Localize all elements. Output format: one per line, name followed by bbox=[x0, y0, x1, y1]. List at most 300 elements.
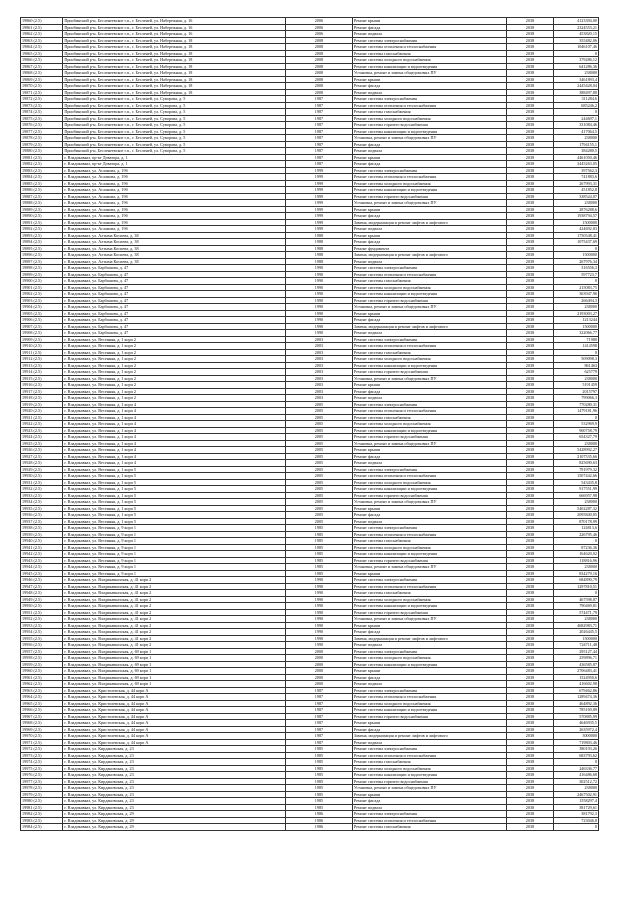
work-type-cell: Ремонт подвала bbox=[352, 148, 506, 155]
build-year-cell: 1990 bbox=[286, 297, 353, 304]
plan-year-cell: 2038 bbox=[506, 278, 554, 285]
cost-cell: 0 bbox=[554, 414, 599, 421]
row-id-cell: 19913 (2.5) bbox=[21, 362, 63, 369]
build-year-cell: 1988 bbox=[286, 232, 353, 239]
plan-year-cell: 2038 bbox=[506, 336, 554, 343]
address-cell: г. Владикавказ, ул. Алтыма Косиева, д. 38 bbox=[63, 239, 286, 246]
work-type-cell: Ремонт фасада bbox=[352, 726, 506, 733]
work-type-cell: Ремонт системы отопления и теплоснабжения bbox=[352, 694, 506, 701]
build-year-cell: 1987 bbox=[286, 694, 353, 701]
row-id-cell: 19860 (2.5) bbox=[21, 18, 63, 25]
row-id-cell: 19910 (2.5) bbox=[21, 343, 63, 350]
build-year-cell: 2005 bbox=[286, 414, 353, 421]
cost-cell: 1794155,1 bbox=[554, 141, 599, 148]
plan-year-cell: 2038 bbox=[506, 603, 554, 610]
cost-cell: 118816,96 bbox=[554, 557, 599, 564]
address-cell: г. Владикавказ, ул. Барбашова, д. 47 bbox=[63, 323, 286, 330]
cost-cell: 724711,48 bbox=[554, 642, 599, 649]
address-cell: г. Владикавказ, ул. Весенняя, д. 1 корп 5 bbox=[63, 512, 286, 519]
work-type-cell: Ремонт системы горячего водоснабжения bbox=[352, 713, 506, 720]
cost-cell: 3445263,05 bbox=[554, 161, 599, 168]
cost-cell: 424692,83 bbox=[554, 226, 599, 233]
work-type-cell: Ремонт крыши bbox=[352, 720, 506, 727]
work-type-cell: Ремонт системы электроснабжения bbox=[352, 265, 506, 272]
work-type-cell: Ремонт крыши bbox=[352, 382, 506, 389]
plan-year-cell: 2038 bbox=[506, 245, 554, 252]
build-year-cell: 1985 bbox=[286, 778, 353, 785]
build-year-cell: 2003 bbox=[286, 362, 353, 369]
plan-year-cell: 2038 bbox=[506, 57, 554, 64]
work-type-cell: Установка, ремонт и замена общедомовых ПУ bbox=[352, 785, 506, 792]
plan-year-cell: 2038 bbox=[506, 499, 554, 506]
build-year-cell: 2008 bbox=[286, 37, 353, 44]
work-type-cell: Ремонт крыши bbox=[352, 791, 506, 798]
work-type-cell: Ремонт системы электроснабжения bbox=[352, 746, 506, 753]
row-id-cell: 19970 (2.5) bbox=[21, 733, 63, 740]
cost-cell: 164620,02 bbox=[554, 551, 599, 558]
plan-year-cell: 2038 bbox=[506, 213, 554, 220]
address-cell: г. Владикавказ, ул. Весенняя, д. 1 корп 5 bbox=[63, 492, 286, 499]
build-year-cell: 2005 bbox=[286, 505, 353, 512]
build-year-cell: 2006 bbox=[286, 24, 353, 31]
cost-cell: 0 bbox=[554, 590, 599, 597]
work-type-cell: Ремонт подвала bbox=[352, 330, 506, 337]
work-type-cell: Ремонт подвала bbox=[352, 739, 506, 746]
plan-year-cell: 2038 bbox=[506, 265, 554, 272]
work-type-cell: Ремонт системы холодного водоснабжения bbox=[352, 284, 506, 291]
build-year-cell: 1985 bbox=[286, 570, 353, 577]
address-cell: г. Владикавказ, ул. Кирдановская, д. 29 bbox=[63, 811, 286, 818]
row-id-cell: 19867 (2.5) bbox=[21, 63, 63, 70]
address-cell: г. Владикавказ, ул. Весенняя, д. 1 корп 5 bbox=[63, 473, 286, 480]
plan-year-cell: 2038 bbox=[506, 622, 554, 629]
plan-year-cell: 2038 bbox=[506, 161, 554, 168]
address-cell: г. Владикавказ, ул. Алтыма Косиева, д. 38 bbox=[63, 245, 286, 252]
plan-year-cell: 2038 bbox=[506, 427, 554, 434]
work-type-cell: Ремонт системы холодного водоснабжения bbox=[352, 700, 506, 707]
address-cell: г. Владикавказ, ул. Весенняя, д. 1 корп 2 bbox=[63, 382, 286, 389]
row-id-cell: 19863 (2.5) bbox=[21, 37, 63, 44]
address-cell: г. Владикавказ, ул. Алтыма Косиева, д. 38 bbox=[63, 258, 286, 265]
build-year-cell: 2000 bbox=[286, 661, 353, 668]
address-cell: г. Владикавказ, ул. Весенняя, д. 1 корп 2 bbox=[63, 388, 286, 395]
row-id-cell: 19901 (2.5) bbox=[21, 284, 63, 291]
work-type-cell: Ремонт системы газоснабжения bbox=[352, 278, 506, 285]
work-type-cell: Ремонт системы отопления и теплоснабжения bbox=[352, 583, 506, 590]
work-type-cell: Замена, модернизация и ремонт лифтов и лифтового bbox=[352, 635, 506, 642]
build-year-cell: 1990 bbox=[286, 317, 353, 324]
plan-year-cell: 2038 bbox=[506, 759, 554, 766]
address-cell: г. Владикавказ, ул. Весенняя, д. 1 корп 4 bbox=[63, 414, 286, 421]
work-type-cell: Ремонт системы холодного водоснабжения bbox=[352, 765, 506, 772]
address-cell: г. Владикавказ, ул. Кирдановская, д. 29 bbox=[63, 817, 286, 824]
row-id-cell: 19984 (2.5) bbox=[21, 824, 63, 831]
build-year-cell: 2005 bbox=[286, 453, 353, 460]
row-id-cell: 19962 (2.5) bbox=[21, 681, 63, 688]
address-cell: г. Владикавказ, ул. Владикавказская, д. 41 корп 2 bbox=[63, 609, 286, 616]
plan-year-cell: 2038 bbox=[506, 148, 554, 155]
address-cell: г. Владикавказ, ул. Кристолевская, д. 44 корп А bbox=[63, 694, 286, 701]
build-year-cell: 2006 bbox=[286, 18, 353, 25]
work-type-cell: Ремонт фасада bbox=[352, 388, 506, 395]
row-id-cell: 19940 (2.5) bbox=[21, 538, 63, 545]
row-id-cell: 19893 (2.5) bbox=[21, 232, 63, 239]
work-type-cell: Установка, ремонт и замена общедомовых ПУ bbox=[352, 616, 506, 623]
address-cell: г. Владикавказ, ул. Владикавказская, д. 41 корп 2 bbox=[63, 629, 286, 636]
address-cell: г. Владикавказ, ул. Весенняя, д. 1 корп 5 bbox=[63, 466, 286, 473]
build-year-cell: 2005 bbox=[286, 427, 353, 434]
address-cell: г. Владикавказ, ул. Весенняя, д. 1 корп 5 bbox=[63, 499, 286, 506]
address-cell: Приобинский р-н, Бесленеевское г.п., г. Бесленей, ул. Набережная, д. 18 bbox=[63, 50, 286, 57]
work-type-cell: Ремонт подвала bbox=[352, 642, 506, 649]
row-id-cell: 19938 (2.5) bbox=[21, 525, 63, 532]
cost-cell: 679462,86 bbox=[554, 687, 599, 694]
work-type-cell: Ремонт подвала bbox=[352, 804, 506, 811]
build-year-cell: 1985 bbox=[286, 531, 353, 538]
work-type-cell: Ремонт системы электроснабжения bbox=[352, 687, 506, 694]
address-cell: г. Владикавказ, ул. Владикавказская, д. 69 корп 1 bbox=[63, 674, 286, 681]
plan-year-cell: 2038 bbox=[506, 141, 554, 148]
address-cell: г. Владикавказ, ул. Кристолевская, д. 44 корп А bbox=[63, 720, 286, 727]
work-type-cell: Ремонт системы газоснабжения bbox=[352, 824, 506, 831]
cost-cell: 0 bbox=[554, 50, 599, 57]
cost-cell: 532969,9 bbox=[554, 421, 599, 428]
plan-year-cell: 2038 bbox=[506, 63, 554, 70]
row-id-cell: 19958 (2.5) bbox=[21, 655, 63, 662]
address-cell: г. Владикавказ, ул. Кирдановская, д. 29 bbox=[63, 824, 286, 831]
address-cell: г. Владикавказ, ул. Весенняя, д. 9 корп 1 bbox=[63, 525, 286, 532]
build-year-cell: 1990 bbox=[286, 278, 353, 285]
plan-year-cell: 2038 bbox=[506, 635, 554, 642]
work-type-cell: Ремонт системы горячего водоснабжения bbox=[352, 369, 506, 376]
build-year-cell: 2008 bbox=[286, 44, 353, 51]
cost-cell: 870178,99 bbox=[554, 518, 599, 525]
address-cell: г. Владикавказ, ул. Асланова, д. 19б bbox=[63, 219, 286, 226]
cost-cell: 215083,75 bbox=[554, 284, 599, 291]
cost-cell: 825690,63 bbox=[554, 460, 599, 467]
plan-year-cell: 2038 bbox=[506, 694, 554, 701]
row-id-cell: 19896 (2.5) bbox=[21, 252, 63, 259]
address-cell: г. Владикавказ, ул. Весенняя, д. 9 корп 1 bbox=[63, 531, 286, 538]
plan-year-cell: 2038 bbox=[506, 668, 554, 675]
build-year-cell: 2005 bbox=[286, 460, 353, 467]
plan-year-cell: 2038 bbox=[506, 486, 554, 493]
row-id-cell: 19976 (2.5) bbox=[21, 772, 63, 779]
work-type-cell: Ремонт фундамента bbox=[352, 245, 506, 252]
row-id-cell: 19914 (2.5) bbox=[21, 369, 63, 376]
cost-cell: 331084,46 bbox=[554, 122, 599, 129]
address-cell: г. Владикавказ, ул. Асланова, д. 19б bbox=[63, 180, 286, 187]
cost-cell: 316556,3 bbox=[554, 265, 599, 272]
work-type-cell: Ремонт крыши bbox=[352, 505, 506, 512]
row-id-cell: 19866 (2.5) bbox=[21, 57, 63, 64]
cost-cell: 5402287,32 bbox=[554, 505, 599, 512]
row-id-cell: 19953 (2.5) bbox=[21, 622, 63, 629]
address-cell: г. Владикавказ, ул. Весенняя, д. 1 корп 2 bbox=[63, 375, 286, 382]
build-year-cell: 1985 bbox=[286, 525, 353, 532]
cost-cell: 397562,3 bbox=[554, 167, 599, 174]
build-year-cell: 1985 bbox=[286, 804, 353, 811]
plan-year-cell: 2038 bbox=[506, 232, 554, 239]
row-id-cell: 19983 (2.5) bbox=[21, 817, 63, 824]
row-id-cell: 19931 (2.5) bbox=[21, 479, 63, 486]
cost-cell: 834279,16 bbox=[554, 570, 599, 577]
build-year-cell: 1985 bbox=[286, 746, 353, 753]
plan-year-cell: 2038 bbox=[506, 648, 554, 655]
cost-cell: 683793,62 bbox=[554, 752, 599, 759]
row-id-cell: 19973 (2.5) bbox=[21, 752, 63, 759]
plan-year-cell: 2038 bbox=[506, 583, 554, 590]
build-year-cell: 1990 bbox=[286, 596, 353, 603]
cost-cell: 770280,31 bbox=[554, 401, 599, 408]
build-year-cell: 1986 bbox=[286, 811, 353, 818]
build-year-cell: 1990 bbox=[286, 603, 353, 610]
address-cell: г. Владикавказ, пр-кт Доватора, д. 1 bbox=[63, 161, 286, 168]
build-year-cell: 2005 bbox=[286, 518, 353, 525]
row-id-cell: 19966 (2.5) bbox=[21, 707, 63, 714]
plan-year-cell: 2038 bbox=[506, 557, 554, 564]
work-type-cell: Ремонт системы канализации и водоотведения bbox=[352, 707, 506, 714]
address-cell: г. Владикавказ, ул. Владикавказская, д. 41 корп 2 bbox=[63, 596, 286, 603]
address-cell: Приобинский р-н, Бесленеевское г.п., г. Бесленей, ул. Набережная, д. 18 bbox=[63, 63, 286, 70]
row-id-cell: 19964 (2.5) bbox=[21, 694, 63, 701]
address-cell: г. Владикавказ, ул. Асланова, д. 19б bbox=[63, 187, 286, 194]
cost-cell: 684890,79 bbox=[554, 577, 599, 584]
address-cell: г. Владикавказ, ул. Владикавказская, д. 41 корп 2 bbox=[63, 642, 286, 649]
address-cell: г. Владикавказ, ул. Барбашова, д. 47 bbox=[63, 304, 286, 311]
address-cell: г. Владикавказ, ул. Весенняя, д. 1 корп 2 bbox=[63, 336, 286, 343]
plan-year-cell: 2038 bbox=[506, 187, 554, 194]
address-cell: Приобинский р-н, Бесленеевское г.п., г. Бесленей, ул. Набережная, д. 18 bbox=[63, 83, 286, 90]
cost-cell: 436585,87 bbox=[554, 661, 599, 668]
build-year-cell: 1990 bbox=[286, 622, 353, 629]
plan-year-cell: 2038 bbox=[506, 772, 554, 779]
plan-year-cell: 2038 bbox=[506, 395, 554, 402]
row-id-cell: 19945 (2.5) bbox=[21, 570, 63, 577]
row-id-cell: 19930 (2.5) bbox=[21, 473, 63, 480]
work-type-cell: Ремонт системы отопления и теплоснабжения bbox=[352, 174, 506, 181]
build-year-cell: 1999 bbox=[286, 200, 353, 207]
row-id-cell: 19909 (2.5) bbox=[21, 336, 63, 343]
work-type-cell: Ремонт системы канализации и водоотведения bbox=[352, 427, 506, 434]
row-id-cell: 19898 (2.5) bbox=[21, 265, 63, 272]
build-year-cell: 1987 bbox=[286, 713, 353, 720]
row-id-cell: 19908 (2.5) bbox=[21, 330, 63, 337]
plan-year-cell: 2038 bbox=[506, 713, 554, 720]
plan-year-cell: 2038 bbox=[506, 564, 554, 571]
row-id-cell: 19946 (2.5) bbox=[21, 577, 63, 584]
build-year-cell: 1999 bbox=[286, 180, 353, 187]
cost-cell: 0 bbox=[554, 538, 599, 545]
cost-cell: 381792,3 bbox=[554, 811, 599, 818]
work-type-cell: Ремонт системы горячего водоснабжения bbox=[352, 778, 506, 785]
row-id-cell: 19907 (2.5) bbox=[21, 323, 63, 330]
work-type-cell: Замена, модернизация и ремонт лифтов и лифтового bbox=[352, 219, 506, 226]
address-cell: г. Владикавказ, ул. Весенняя, д. 1 корп 4 bbox=[63, 460, 286, 467]
plan-year-cell: 2038 bbox=[506, 102, 554, 109]
work-type-cell: Ремонт системы канализации и водоотведения bbox=[352, 362, 506, 369]
work-type-cell: Установка, ремонт и замена общедомовых ПУ bbox=[352, 375, 506, 382]
work-type-cell: Замена, модернизация и ремонт лифтов и лифтового bbox=[352, 252, 506, 259]
cost-cell: 741883,6 bbox=[554, 174, 599, 181]
plan-year-cell: 2038 bbox=[506, 700, 554, 707]
build-year-cell: 1990 bbox=[286, 284, 353, 291]
work-type-cell: Ремонт системы горячего водоснабжения bbox=[352, 492, 506, 499]
work-type-cell: Ремонт системы горячего водоснабжения bbox=[352, 297, 506, 304]
build-year-cell: 2003 bbox=[286, 382, 353, 389]
build-year-cell: 1990 bbox=[286, 616, 353, 623]
address-cell: г. Владикавказ, ул. Кирдановская, д. 23 bbox=[63, 759, 286, 766]
build-year-cell: 2000 bbox=[286, 674, 353, 681]
row-id-cell: 19937 (2.5) bbox=[21, 518, 63, 525]
cost-cell: 1479181,96 bbox=[554, 408, 599, 415]
plan-year-cell: 2038 bbox=[506, 765, 554, 772]
row-id-cell: 19944 (2.5) bbox=[21, 564, 63, 571]
address-cell: Приобинский р-н, Бесленеевское г.п., г. Бесленей, ул. Набережная, д. 18 bbox=[63, 57, 286, 64]
work-type-cell: Ремонт системы горячего водоснабжения bbox=[352, 557, 506, 564]
address-cell: г. Владикавказ, ул. Кирдановская, д. 23 bbox=[63, 746, 286, 753]
row-id-cell: 19954 (2.5) bbox=[21, 629, 63, 636]
address-cell: Приобинский р-н, Бесленеевское г.п., г. Бесленей, ул. Суворова, д. 5 bbox=[63, 96, 286, 103]
work-type-cell: Ремонт крыши bbox=[352, 622, 506, 629]
row-id-cell: 19939 (2.5) bbox=[21, 531, 63, 538]
cost-cell: 226795,46 bbox=[554, 531, 599, 538]
build-year-cell: 1990 bbox=[286, 642, 353, 649]
work-type-cell: Ремонт системы горячего водоснабжения bbox=[352, 193, 506, 200]
address-cell: г. Владикавказ, ул. Весенняя, д. 9 корп 1 bbox=[63, 557, 286, 564]
cost-cell: 509098,3 bbox=[554, 356, 599, 363]
plan-year-cell: 2038 bbox=[506, 408, 554, 415]
build-year-cell: 1987 bbox=[286, 161, 353, 168]
build-year-cell: 1987 bbox=[286, 720, 353, 727]
cost-cell: 2026445,5 bbox=[554, 629, 599, 636]
work-type-cell: Ремонт системы холодного водоснабжения bbox=[352, 544, 506, 551]
address-cell: Приобинский р-н, Бесленеевское г.п., г. Бесленей, ул. Набережная, д. 18 bbox=[63, 76, 286, 83]
row-id-cell: 19979 (2.5) bbox=[21, 791, 63, 798]
row-id-cell: 19873 (2.5) bbox=[21, 102, 63, 109]
plan-year-cell: 2038 bbox=[506, 323, 554, 330]
plan-year-cell: 2038 bbox=[506, 817, 554, 824]
address-cell: г. Владикавказ, ул. Весенняя, д. 1 корп 4 bbox=[63, 453, 286, 460]
plan-year-cell: 2038 bbox=[506, 421, 554, 428]
plan-year-cell: 2038 bbox=[506, 284, 554, 291]
plan-year-cell: 2038 bbox=[506, 219, 554, 226]
address-cell: г. Владикавказ, ул. Кирдановская, д. 23 bbox=[63, 765, 286, 772]
plan-year-cell: 2038 bbox=[506, 674, 554, 681]
address-cell: Приобинский р-н, Бесленеевское г.п., г. Бесленей, ул. Суворова, д. 5 bbox=[63, 109, 286, 116]
cost-cell: 0 bbox=[554, 349, 599, 356]
row-id-cell: 19871 (2.5) bbox=[21, 89, 63, 96]
work-type-cell: Ремонт фасада bbox=[352, 239, 506, 246]
build-year-cell: 2003 bbox=[286, 369, 353, 376]
build-year-cell: 2000 bbox=[286, 655, 353, 662]
row-id-cell: 19978 (2.5) bbox=[21, 785, 63, 792]
row-id-cell: 19882 (2.5) bbox=[21, 161, 63, 168]
address-cell: г. Владикавказ, ул. Кирдановская, д. 23 bbox=[63, 785, 286, 792]
address-cell: г. Владикавказ, ул. Кирдановская, д. 23 bbox=[63, 798, 286, 805]
row-id-cell: 19969 (2.5) bbox=[21, 726, 63, 733]
row-id-cell: 19917 (2.5) bbox=[21, 388, 63, 395]
plan-year-cell: 2038 bbox=[506, 226, 554, 233]
address-cell: г. Владикавказ, ул. Весенняя, д. 1 корп 4 bbox=[63, 421, 286, 428]
row-id-cell: 19927 (2.5) bbox=[21, 453, 63, 460]
cost-cell: 384280,5 bbox=[554, 148, 599, 155]
address-cell: Приобинский р-н, Бесленеевское г.п., г. Бесленей, ул. Набережная, д. 16 bbox=[63, 24, 286, 31]
build-year-cell: 1990 bbox=[286, 304, 353, 311]
cost-cell: 543435,8 bbox=[554, 479, 599, 486]
address-cell: г. Владикавказ, ул. Барбашова, д. 47 bbox=[63, 330, 286, 337]
build-year-cell: 2005 bbox=[286, 486, 353, 493]
row-id-cell: 19903 (2.5) bbox=[21, 297, 63, 304]
build-year-cell: 1986 bbox=[286, 817, 353, 824]
work-type-cell: Ремонт системы холодного водоснабжения bbox=[352, 180, 506, 187]
plan-year-cell: 2038 bbox=[506, 271, 554, 278]
cost-cell: 5191459 bbox=[554, 382, 599, 389]
address-cell: г. Владикавказ, ул. Владикавказская, д. 69 корп 1 bbox=[63, 655, 286, 662]
cost-cell: 3461893,4 bbox=[554, 76, 599, 83]
cost-cell: 363947,96 bbox=[554, 291, 599, 298]
build-year-cell: 1985 bbox=[286, 785, 353, 792]
row-id-cell: 19960 (2.5) bbox=[21, 668, 63, 675]
cost-cell: 295127,44 bbox=[554, 648, 599, 655]
cost-cell: 451852,8 bbox=[554, 187, 599, 194]
row-id-cell: 19861 (2.5) bbox=[21, 24, 63, 31]
cost-cell: 1500000 bbox=[554, 252, 599, 259]
work-type-cell: Ремонт подвала bbox=[352, 460, 506, 467]
cost-cell: 1075437,69 bbox=[554, 239, 599, 246]
row-id-cell: 19865 (2.5) bbox=[21, 50, 63, 57]
build-year-cell: 1985 bbox=[286, 772, 353, 779]
cost-cell: 388497,80 bbox=[554, 89, 599, 96]
work-type-cell: Ремонт фасада bbox=[352, 512, 506, 519]
build-year-cell: 2005 bbox=[286, 447, 353, 454]
address-cell: г. Владикавказ, ул. Кристолевская, д. 44 корп А bbox=[63, 700, 286, 707]
plan-year-cell: 2038 bbox=[506, 531, 554, 538]
work-type-cell: Ремонт системы канализации и водоотведения bbox=[352, 63, 506, 70]
plan-year-cell: 2038 bbox=[506, 577, 554, 584]
row-id-cell: 19875 (2.5) bbox=[21, 115, 63, 122]
cost-cell: 1750548,41 bbox=[554, 232, 599, 239]
build-year-cell: 2005 bbox=[286, 512, 353, 519]
address-cell: Приобинский р-н, Бесленеевское г.п., г. Бесленей, ул. Суворова, д. 5 bbox=[63, 135, 286, 142]
register-sheet bbox=[20, 17, 599, 889]
address-cell: г. Владикавказ, ул. Весенняя, д. 1 корп 5 bbox=[63, 505, 286, 512]
cost-cell: 238000 bbox=[554, 304, 599, 311]
work-type-cell: Ремонт фасада bbox=[352, 674, 506, 681]
build-year-cell: 2003 bbox=[286, 343, 353, 350]
row-id-cell: 19952 (2.5) bbox=[21, 616, 63, 623]
work-type-cell: Ремонт крыши bbox=[352, 310, 506, 317]
cost-cell: 719803,46 bbox=[554, 739, 599, 746]
plan-year-cell: 2038 bbox=[506, 50, 554, 57]
row-id-cell: 19971 (2.5) bbox=[21, 739, 63, 746]
cost-cell: 2193003,27 bbox=[554, 310, 599, 317]
row-id-cell: 19870 (2.5) bbox=[21, 83, 63, 90]
plan-year-cell: 2038 bbox=[506, 538, 554, 545]
address-cell: г. Владикавказ, ул. Весенняя, д. 1 корп 4 bbox=[63, 440, 286, 447]
address-cell: г. Владикавказ, ул. Владикавказская, д. 41 корп 2 bbox=[63, 603, 286, 610]
row-id-cell: 19864 (2.5) bbox=[21, 44, 63, 51]
row-id-cell: 19887 (2.5) bbox=[21, 193, 63, 200]
address-cell: г. Владикавказ, ул. Весенняя, д. 9 корп 1 bbox=[63, 551, 286, 558]
cost-cell: 238000 bbox=[554, 440, 599, 447]
work-type-cell: Ремонт системы отопления и теплоснабжения bbox=[352, 752, 506, 759]
plan-year-cell: 2038 bbox=[506, 291, 554, 298]
address-cell: Приобинский р-н, Бесленеевское г.п., г. Бесленей, ул. Набережная, д. 16 bbox=[63, 31, 286, 38]
plan-year-cell: 2038 bbox=[506, 746, 554, 753]
build-year-cell: 1988 bbox=[286, 239, 353, 246]
address-cell: г. Владикавказ, ул. Весенняя, д. 1 корп 4 bbox=[63, 401, 286, 408]
